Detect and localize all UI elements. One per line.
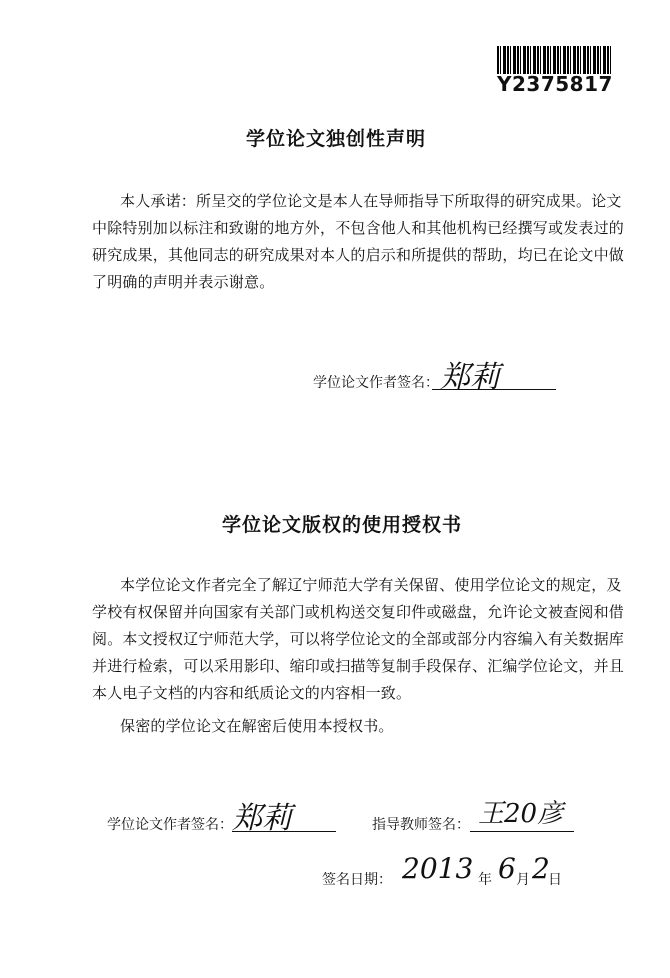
copyright-title: 学位论文版权的使用授权书 — [222, 514, 463, 536]
barcode-bars — [497, 46, 611, 74]
author-signature-2: 郑莉 — [232, 801, 292, 836]
barcode-number: Y2375817 — [497, 72, 613, 96]
date-month: 6 — [498, 852, 516, 885]
date-day-unit: 日 — [548, 872, 562, 888]
authorization-line-3: 阅。本文授权辽宁师范大学，可以将学位论文的全部或部分内容编入有关数据库 — [92, 630, 625, 648]
originality-title: 学位论文独创性声明 — [246, 128, 427, 150]
authorization-line-1: 本学位论文作者完全了解辽宁师范大学有关保留、使用学位论文的规定，及 — [120, 576, 622, 594]
originality-statement — [92, 188, 625, 296]
advisor-signature: 王20彦 — [478, 799, 564, 829]
authorization-line-2: 学校有权保留并向国家有关部门或机构送交复印件或磁盘，允许论文被查阅和借 — [92, 603, 625, 621]
secret-thesis-line: 保密的学位论文在解密后使用本授权书。 — [120, 717, 394, 735]
date-year: 2013 — [402, 852, 474, 885]
statement-line-1: 本人承诺：所呈交的学位论文是本人在导师指导下所取得的研究成果。论文 — [120, 192, 622, 210]
signature-date-label: 签名日期： — [322, 872, 392, 888]
statement-line-3: 研究成果，其他同志的研究成果对本人的启示和所提供的帮助，均已在论文中做 — [92, 246, 625, 264]
advisor-signature-line — [470, 831, 574, 832]
copyright-authorization-text — [92, 572, 625, 740]
statement-line-4: 了明确的声明并表示谢意。 — [92, 273, 275, 291]
author-signature-label-2: 学位论文作者签名： — [107, 817, 233, 833]
author-signature: 郑莉 — [440, 360, 500, 395]
author-signature-line-2 — [232, 831, 336, 832]
authorization-line-5: 本人电子文档的内容和纸质论文的内容相一致。 — [92, 684, 412, 702]
date-month-unit: 月 — [516, 872, 530, 888]
statement-line-2: 中除特别加以标注和致谢的地方外，不包含他人和其他机构已经撰写或发表过的 — [92, 219, 625, 237]
barcode — [497, 46, 611, 94]
author-signature-label: 学位论文作者签名： — [313, 375, 439, 391]
author-signature-line — [432, 389, 556, 390]
advisor-signature-label: 指导教师签名： — [372, 817, 470, 833]
date-year-unit: 年 — [478, 872, 492, 888]
date-day: 2 — [532, 852, 550, 885]
authorization-line-4: 并进行检索，可以采用影印、缩印或扫描等复制手段保存、汇编学位论文，并且 — [92, 657, 625, 675]
